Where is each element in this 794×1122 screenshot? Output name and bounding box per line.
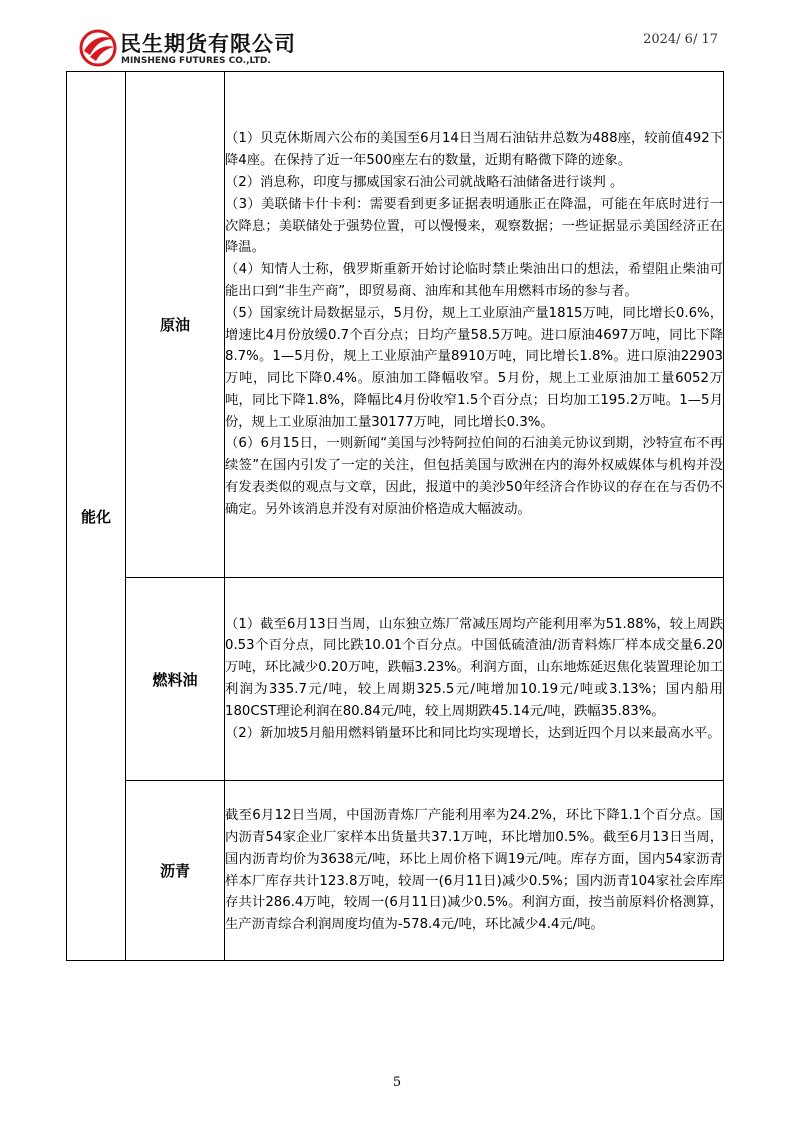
- paragraph: 截至6月12日当周，中国沥青炼厂产能利用率为24.2%，环比下降1.1个百分点。国内沥青54家企业厂家样本出货量共37.1万吨，环比增加0.5%。截至6月13日当周，国内沥青均价为3638元/吨，环比上周价格下调19元/吨。库存方面，国内54家沥青样本厂库存共计123.8万吨，较周一(6月11日)减少0.5%；国内沥青104家社会库库存共计286.4万吨，较周一(6月11日)减少0.5%。利润方面，按当前原料价格测算，生产沥青综合利润周度均值为-578.4元/吨，环比减少4.4元/吨。: [225, 808, 723, 933]
- paragraph: （1）截至6月13日当周，山东独立炼厂常减压周均产能利用率为51.88%，较上周跌0.53个百分点，同比跌10.01个百分点。中国低硫渣油/沥青料炼厂样本成交量6.20万吨，环比减少0.20万吨，跌幅3.23%。利润方面，山东地炼延迟焦化装置理论加工利润为335.7元/吨，较上周期325.5元/吨增加10.19元/吨或3.13%；国内船用180CST理论利润在80.84元/吨，较上周期跌45.14元/吨，跌幅35.83%。: [225, 616, 723, 719]
- item-cell-fuel-oil: 燃料油: [126, 578, 225, 781]
- item-cell-crude-oil: 原油: [126, 72, 225, 578]
- report-date: 2024/ 6/ 17: [643, 32, 718, 47]
- minsheng-logo-icon: [78, 27, 118, 67]
- paragraph: （3）美联储卡什卡利：需要看到更多证据表明通胀正在降温，可能在年底时进行一次降息；美联储处于强势位置，可以慢慢来，观察数据；一些证据显示美国经济正在降温。: [225, 196, 723, 256]
- page-number: 5: [392, 1075, 402, 1090]
- paragraph: （5）国家统计局数据显示，5月份，规上工业原油产量1815万吨，同比增长0.6%，增速比4月份放缓0.7个百分点；日均产量58.5万吨。进口原油4697万吨，同比下降8.7%。1—5月份，规上工业原油产量8910万吨，同比增长1.8%。进口原油22903万吨，同比下降0.4%。原油加工降幅收窄。5月份，规上工业原油加工量6052万吨，同比下降1.8%，降幅比4月份收窄1.5个百分点；日均加工195.2万吨。1—5月份，规上工业原油加工量30177万吨，同比增长0.3%。: [225, 305, 723, 430]
- paragraph: （2）消息称，印度与挪威国家石油公司就战略石油储备进行谈判 。: [225, 174, 624, 190]
- paragraph: （2）新加坡5月船用燃料销量环比和同比均实现增长，达到近四个月以来最高水平。: [225, 725, 721, 741]
- table-row: [67, 72, 724, 578]
- content-cell-crude-oil: [225, 72, 724, 578]
- company-name-cn: 民生期货有限公司: [120, 32, 296, 56]
- table-row: [67, 578, 724, 781]
- content-cell-fuel-oil: [225, 578, 724, 781]
- table-row: [67, 781, 724, 961]
- page-header: [0, 0, 794, 72]
- paragraph: （6）6月15日，一则新闻“美国与沙特阿拉伯间的石油美元协议到期，沙特宣布不再续签”在国内引发了一定的关注，但包括美国与欧洲在内的海外权威媒体与机构并没有发表类似的观点与文章，因此，报道中的美沙50年经济合作协议的存在在与否仍不确定。另外该消息并没有对原油价格造成大幅波动。: [225, 436, 723, 517]
- item-cell-asphalt: 沥青: [126, 781, 225, 961]
- paragraph: （4）知情人士称，俄罗斯重新开始讨论临时禁止柴油出口的想法，希望阻止柴油可能出口到“非生产商”，即贸易商、油库和其他车用燃料市场的参与者。: [225, 262, 723, 299]
- content-cell-asphalt: [225, 781, 724, 961]
- sector-cell: 能化: [67, 72, 126, 961]
- paragraph: （1）贝克休斯周六公布的美国至6月14日当周石油钻井总数为488座，较前值492下降4座。在保持了近一年500座左右的数量，近期有略微下降的迹象。: [225, 131, 723, 169]
- company-name-en: MINSHENG FUTURES CO.,LTD.: [121, 56, 271, 66]
- commodity-table: [66, 71, 724, 961]
